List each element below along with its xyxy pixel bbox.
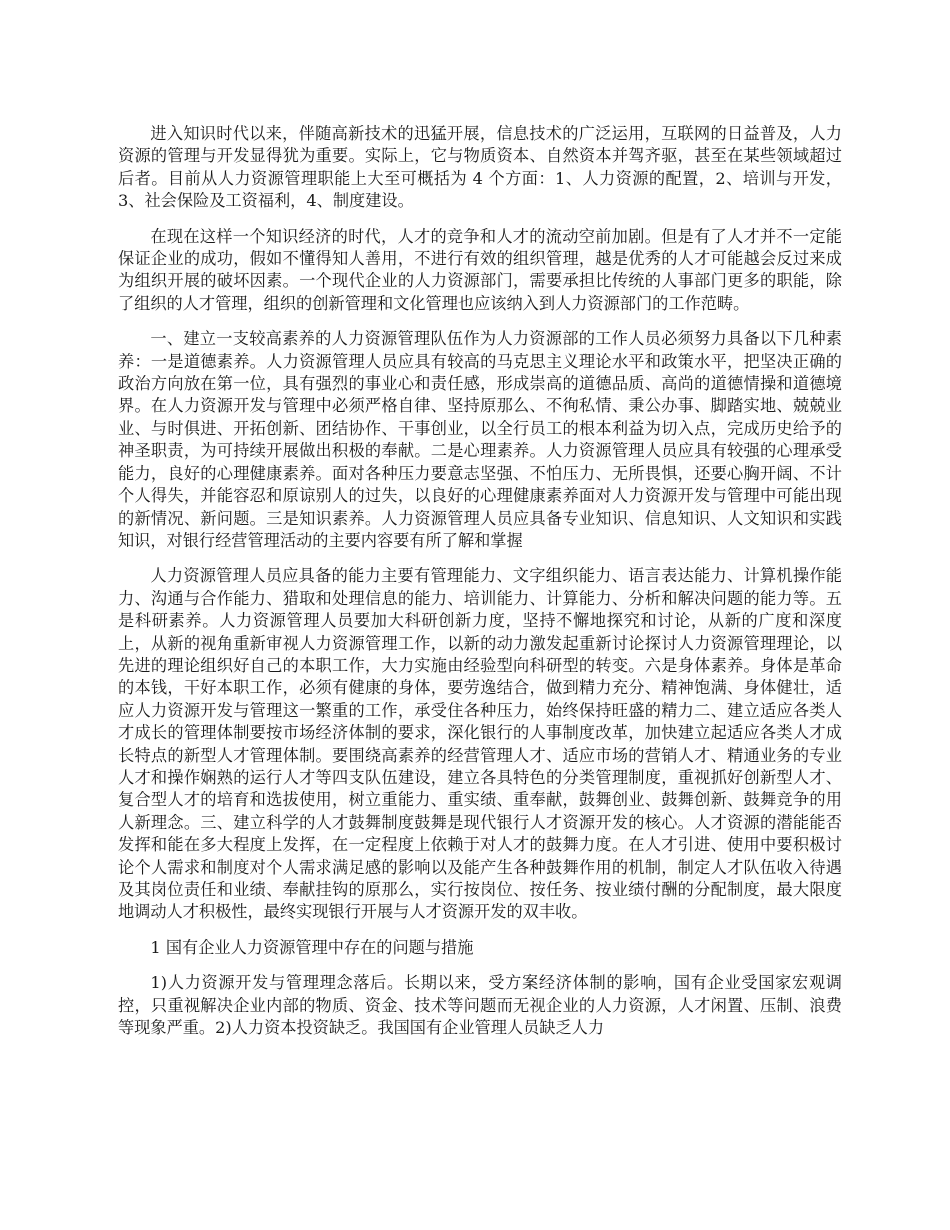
paragraph-team-qualities: 一、建立一支较高素养的人力资源管理队伍作为人力资源部的工作人员必须努力具备以下几种素养：一是道德素养。人力资源管理人员应具有较高的马克思主义理论水平和政策水平，把坚决正确的政治方向放在第一位，具有强烈的事业心和责任感，形成崇高的道德品质、高尚的道德情操和道德境界。在人力资源开发与管理中必须严格自律、坚持原那么、不徇私情、秉公办事、脚踏实地、兢兢业业、与时俱进、开拓创新、团结协作、干事创业，以全行员工的根本利益为切入点，完成历史给予的神圣职责，为可持续开展做出积极的奉献。二是心理素养。人力资源管理人员应具有较强的心理承受能力，良好的心理健康素养。面对各种压力要意志坚强、不怕压力、无所畏惧，还要心胸开阔、不计个人得失，并能容忍和原谅别人的过失，以良好的心理健康素养面对人力资源开发与管理中可能出现的新情况、新问题。三是知识素养。人力资源管理人员应具备专业知识、信息知识、人文知识和实践知识，对银行经营管理活动的主要内容要有所了解和掌握	[118, 329, 842, 550]
document-body	[118, 123, 842, 1052]
paragraph-problems: 1)人力资源开发与管理理念落后。长期以来，受方案经济体制的影响，国有企业受国家宏观调控，只重视解决企业内部的物质、资金、技术等问题而无视企业的人力资源，人才闲置、压制、浪费等现象严重。2)人力资本投资缺乏。我国国有企业管理人员缺乏人力	[118, 973, 842, 1038]
paragraph-knowledge-economy: 在现在这样一个知识经济的时代，人才的竞争和人才的流动空前加剧。但是有了人才并不一定能保证企业的成功，假如不懂得知人善用，不进行有效的组织管理，越是优秀的人才可能越会反过来成为组织开展的破坏因素。一个现代企业的人力资源部门，需要承担比传统的人事部门更多的职能，除了组织的人才管理，组织的创新管理和文化管理也应该纳入到人力资源部门的工作范畴。	[118, 226, 842, 313]
paragraph-intro: 进入知识时代以来，伴随高新技术的迅猛开展，信息技术的广泛运用，互联网的日益普及，人力资源的管理与开发显得犹为重要。实际上，它与物质资本、自然资本并驾齐驱，甚至在某些领域超过后者。目前从人力资源管理职能上大至可概括为 4 个方面：1、人力资源的配置，2、培训与开发，3、社会保险及工资福利，4、制度建设。	[118, 124, 842, 211]
section-heading: 1 国有企业人力资源管理中存在的问题与措施	[150, 937, 474, 957]
paragraph-abilities: 人力资源管理人员应具备的能力主要有管理能力、文字组织能力、语言表达能力、计算机操作能力、沟通与合作能力、猎取和处理信息的能力、培训能力、计算能力、分析和解决问题的能力等。五是科研素养。人力资源管理人员要加大科研创新力度，坚持不懈地探究和讨论，从新的广度和深度上，从新的视角重新审视人力资源管理工作，以新的动力激发起重新讨论探讨人力资源管理理论，以先进的理论组织好自己的本职工作，大力实施由经验型向科研型的转变。六是身体素养。身体是革命的本钱，干好本职工作，必须有健康的身体，要劳逸结合，做到精力充分、精神饱满、身体健壮，适应人力资源开发与管理这一繁重的工作，承受住各种压力，始终保持旺盛的精力二、建立适应各类人才成长的管理体制要按市场经济体制的要求，深化银行的人事制度改革，加快建立起适应各类人才成长特点的新型人才管理体制。要围绕高素养的经营管理人才、适应市场的营销人才、精通业务的专业人才和操作娴熟的运行人才等四支队伍建设，建立各具特色的分类管理制度，重视抓好创新型人才、复合型人才的培育和选拔使用，树立重能力、重实绩、重奉献，鼓舞创业、鼓舞创新、鼓舞竞争的用人新理念。三、建立科学的人才鼓舞制度鼓舞是现代银行人才资源开发的核心。人才资源的潜能能否发挥和能在多大程度上发挥，在一定程度上依赖于对人才的鼓舞力度。在人才引进、使用中要积极讨论个人需求和制度对个人需求满足感的影响以及能产生各种鼓舞作用的机制，制定人才队伍收入待遇及其岗位责任和业绩、奉献挂钩的原那么，实行按岗位、按任务、按业绩付酬的分配制度，最大限度地调动人才积极性，最终实现银行开展与人才资源开发的双丰收。	[118, 566, 842, 922]
